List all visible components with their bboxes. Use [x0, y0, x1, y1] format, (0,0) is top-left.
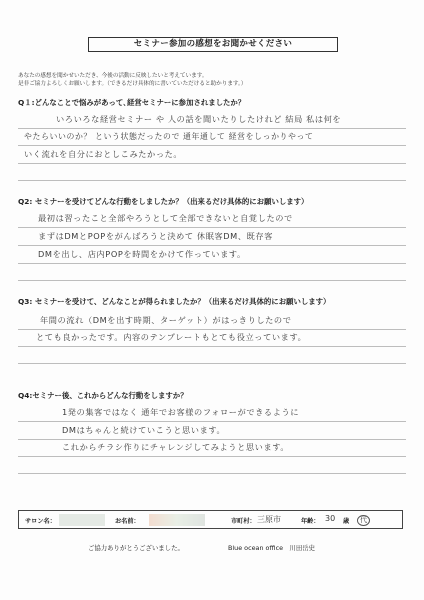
question-3-answer-line-1: 年間の流れ（DMを出す時期、ターゲット）がはっきりしたので: [40, 315, 292, 325]
answer-rule: [18, 145, 406, 146]
intro-line-2: 是非ご協力よろしくお願いします。（できるだけ具体的に書いていただけると助かります。）: [18, 81, 247, 87]
question-1-answer-line-3: いく流れを自分におとしこみたかった。: [24, 149, 183, 159]
question-2-answer-line-3: DMを出し、店内POPを時間をかけて作っています。: [38, 249, 246, 259]
city-label: 市町村：: [231, 518, 256, 525]
intro-line-1: あなたの感想を聞かせいただき、今後の活動に反映したいと考えています。: [18, 73, 208, 79]
answer-rule: [18, 128, 406, 129]
answer-rule: [18, 263, 406, 264]
question-3-answer-line-2: とても良かったです。内容のテンプレートもとても役立っています。: [36, 332, 307, 342]
answer-rule: [18, 163, 406, 164]
question-4-answer-line-2: DMはちゃんと続けていこうと思います。: [62, 425, 226, 435]
salon-label: サロン名：: [25, 518, 56, 525]
question-2-answer-line-1: 最初は習ったこと全部やろうとして全部できないと自覚したので: [38, 213, 293, 223]
page-title: セミナー参加の感想をお聞かせください: [88, 37, 338, 52]
question-4-label: Q4:セミナー後、これからどんな行動をしますか？: [18, 391, 188, 400]
organizer-name: Blue ocean office 川田岳史: [228, 544, 316, 552]
thanks-message: ご協力ありがとうございました。: [88, 544, 184, 552]
age-label: 年齢：: [301, 518, 320, 525]
salon-name-redacted: [59, 514, 105, 526]
question-2-label: Q2: セミナーを受けてどんな行動をしましたか？（出来るだけ具体的にお願いします）: [18, 197, 309, 206]
city-value: 三原市: [257, 515, 281, 524]
answer-rule: [18, 473, 406, 474]
respondent-name-redacted: [149, 514, 205, 526]
question-2-answer-line-2: まずはDMとPOPをがんばろうと決めて 休眠客DM、既存客: [38, 231, 273, 241]
question-1-label: Q１:どんなことで悩みがあって､経営セミナーに参加されましたか？: [18, 98, 246, 107]
question-3-label: Q3: セミナーを受けて、どんなことが得られましたか？（出来るだけ具体的にお願いします）: [18, 297, 331, 306]
answer-rule: [18, 456, 406, 457]
answer-rule: [18, 329, 406, 330]
age-suffix: 歳: [343, 518, 350, 525]
question-4-answer-line-1: 1発の集客ではなく 通年でお客様のフォローができるように: [62, 407, 300, 417]
answer-rule: [18, 363, 406, 364]
question-1-answer-line-1: いろいろな経営セミナー や 人の話を聞いたりしたけれど 結局 私は何を: [56, 114, 342, 124]
answer-rule: [18, 280, 406, 281]
answer-rule: [18, 180, 406, 181]
answer-rule: [18, 227, 406, 228]
age-value: 30: [325, 514, 336, 523]
question-4-answer-line-3: これからチラシ作りにチャレンジしてみようと思います。: [62, 442, 290, 452]
name-label: お名前：: [115, 518, 140, 525]
answer-rule: [18, 439, 406, 440]
answer-rule: [18, 346, 406, 347]
age-note: 代: [357, 515, 370, 526]
question-1-answer-line-2: やたらいいのか？ という状態だったので 通年通して 経営をしっかりやって: [24, 132, 314, 141]
respondent-info-box: [18, 510, 403, 529]
answer-rule: [18, 421, 406, 422]
answer-rule: [18, 245, 406, 246]
